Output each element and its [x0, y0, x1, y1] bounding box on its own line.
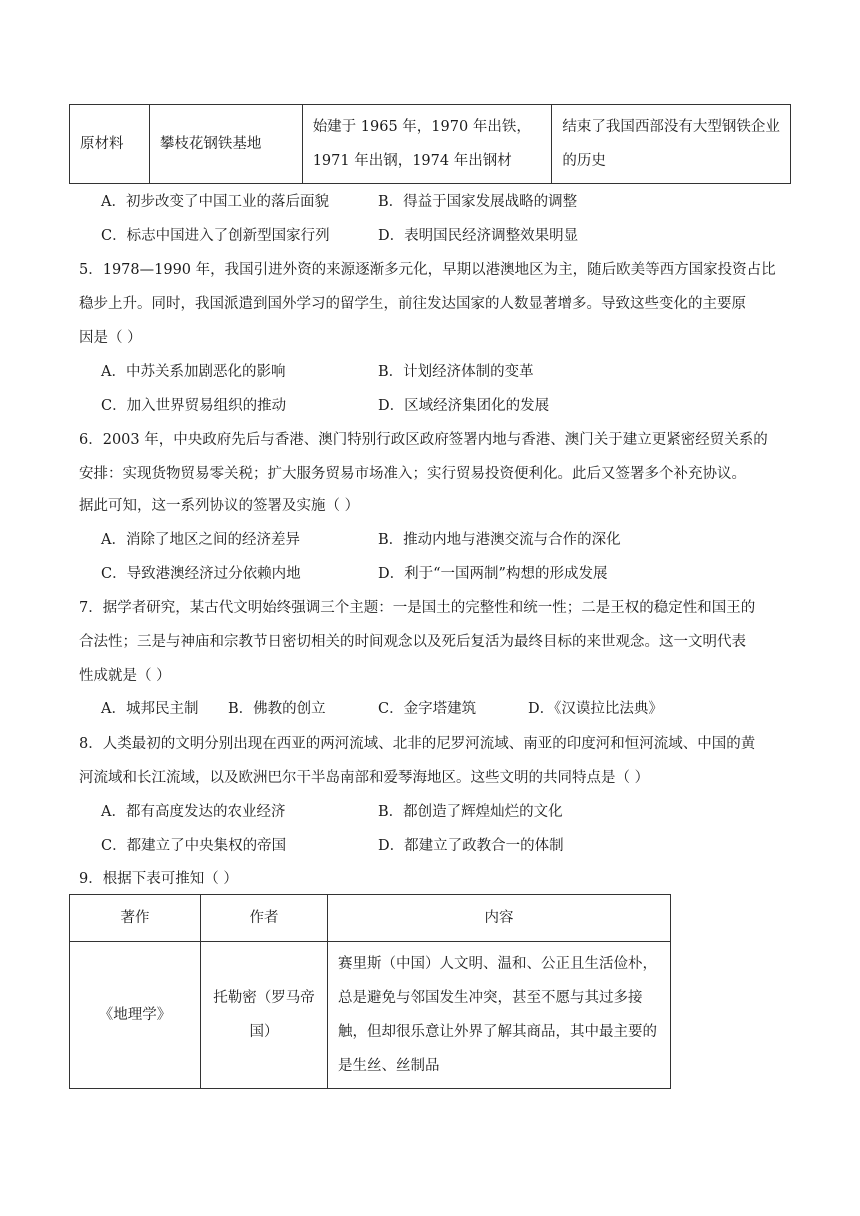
question-8-line: 8．人类最初的文明分别出现在西亚的两河流域、北非的尼罗河流域、南亚的印度河和恒河流域、中国的黄	[79, 736, 756, 752]
q5-option-a: A．中苏关系加剧恶化的影响	[101, 364, 286, 380]
question-6-line: 据此可知，这一系列协议的签署及实施（ ）	[79, 498, 360, 514]
q5-option-c: C．加入世界贸易组织的推动	[101, 398, 287, 414]
q7-option-d: D．《汉谟拉比法典》	[528, 701, 663, 717]
q8-option-b: B．都创造了辉煌灿烂的文化	[378, 804, 563, 820]
q8-option-a: A．都有高度发达的农业经济	[101, 804, 286, 820]
q7-option-a: A．城邦民主制	[101, 701, 199, 717]
table-header-cell: 内容	[328, 895, 671, 942]
table-header-row	[70, 895, 671, 942]
content-line: 赛里斯（中国）人文明、温和、公正且生活俭朴，	[338, 956, 657, 972]
question-5-line: 5．1978—1990 年，我国引进外资的来源逐渐多元化，早期以港澳地区为主，随后欧美等西方国家投资占比	[79, 262, 776, 278]
q4-option-b: B．得益于国家发展战略的调整	[378, 194, 578, 210]
question-8-line: 河流域和长江流域，以及欧洲巴尔干半岛南部和爱琴海地区。这些文明的共同特点是（ ）	[79, 770, 650, 786]
industry-table	[69, 104, 791, 184]
q4-option-a: A．初步改变了中国工业的落后面貌	[101, 194, 329, 210]
table-header-cell: 作者	[201, 895, 328, 942]
question-6-line: 安排：实现货物贸易零关税；扩大服务贸易市场准入；实行贸易投资便利化。此后又签署多个补充协议。	[79, 466, 746, 482]
q6-option-a: A．消除了地区之间的经济差异	[101, 532, 300, 548]
author-line: 国）	[249, 1024, 279, 1040]
table-row	[70, 942, 671, 1089]
question-5-line: 因是（ ）	[79, 330, 142, 346]
q7-option-c: C．金字塔建筑	[378, 701, 477, 717]
question-6-line: 6．2003 年，中央政府先后与香港、澳门特别行政区政府签署内地与香港、澳门关于建立更紧密经贸关系的	[79, 432, 768, 448]
q4-option-d: D．表明国民经济调整效果明显	[378, 228, 579, 244]
question-9-stem: 9．根据下表可推知（ ）	[79, 871, 238, 887]
question-5-line: 稳步上升。同时，我国派遣到国外学习的留学生，前往发达国家的人数显著增多。导致这些变化的主要原	[79, 296, 746, 312]
q5-option-d: D．区域经济集团化的发展	[378, 398, 550, 414]
table-cell	[201, 942, 328, 1089]
table-cell	[328, 942, 671, 1089]
question-7-line: 合法性；三是与神庙和宗教节日密切相关的时间观念以及死后复活为最终目标的来世观念。这一文明代表	[79, 634, 746, 650]
content-line: 总是避免与邻国发生冲突，甚至不愿与其过多接	[338, 990, 643, 1006]
q5-option-b: B．计划经济体制的变革	[378, 364, 534, 380]
table-cell: 结束了我国西部没有大型钢铁企业的历史	[552, 105, 791, 184]
table-cell: 攀枝花钢铁基地	[149, 105, 302, 184]
table-cell: 始建于 1965 年，1970 年出铁，1971 年出钢，1974 年出钢材	[302, 105, 552, 184]
question-7-line: 7．据学者研究，某古代文明始终强调三个主题：一是国土的完整性和统一性；二是王权的稳定性和国王的	[79, 600, 756, 616]
q6-option-c: C．导致港澳经济过分依赖内地	[101, 566, 301, 582]
table-cell: 原材料	[70, 105, 150, 184]
content-line: 是生丝、丝制品	[338, 1058, 440, 1074]
q6-option-d: D．利于“一国两制”构想的形成发展	[378, 566, 608, 582]
author-line: 托勒密（罗马帝	[213, 990, 315, 1006]
q6-option-b: B．推动内地与港澳交流与合作的深化	[378, 532, 621, 548]
q4-option-c: C．标志中国进入了创新型国家行列	[101, 228, 330, 244]
question-7-line: 性成就是（ ）	[79, 668, 171, 684]
table-row	[70, 105, 791, 184]
q7-option-b: B．佛教的创立	[228, 701, 326, 717]
table-cell: 《地理学》	[70, 942, 201, 1089]
q8-option-c: C．都建立了中央集权的帝国	[101, 838, 287, 854]
table-header-cell: 著作	[70, 895, 201, 942]
q8-option-d: D．都建立了政教合一的体制	[378, 838, 564, 854]
source-table	[69, 894, 671, 1089]
content-line: 触，但却很乐意让外界了解其商品，其中最主要的	[338, 1024, 657, 1040]
